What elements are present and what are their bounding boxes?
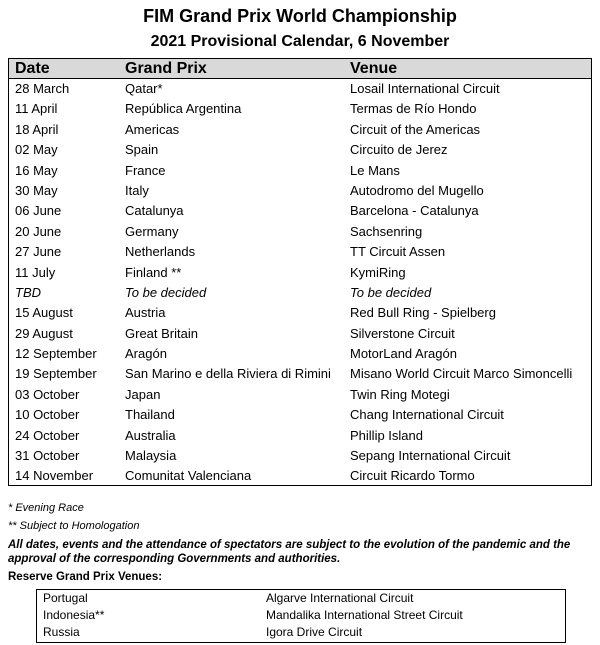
header-date: Date bbox=[15, 60, 50, 77]
page-subtitle: 2021 Provisional Calendar, 6 November bbox=[150, 33, 450, 50]
row-venue: Le Mans bbox=[350, 162, 400, 178]
reserve-venue: Mandalika International Street Circuit bbox=[266, 608, 463, 622]
row-date: 18 April bbox=[15, 121, 59, 137]
note-evening-race: * Evening Race bbox=[8, 502, 84, 514]
reserve-row bbox=[37, 624, 565, 641]
row-grand-prix: France bbox=[125, 162, 166, 178]
row-grand-prix: Aragón bbox=[125, 346, 167, 362]
row-grand-prix: República Argentina bbox=[125, 101, 242, 117]
row-date: 19 September bbox=[15, 366, 97, 382]
row-venue: Circuit of the Americas bbox=[350, 121, 481, 137]
row-date: 15 August bbox=[15, 305, 73, 321]
row-venue: Red Bull Ring - Spielberg bbox=[350, 305, 496, 321]
row-date: TBD bbox=[15, 284, 41, 300]
table-row bbox=[9, 364, 591, 384]
header-grand-prix: Grand Prix bbox=[125, 60, 207, 77]
row-grand-prix: San Marino e della Riviera di Rimini bbox=[125, 366, 331, 382]
row-grand-prix: Catalunya bbox=[125, 203, 184, 219]
row-date: 20 June bbox=[15, 223, 62, 239]
row-venue: Sepang International Circuit bbox=[350, 448, 511, 464]
table-row bbox=[9, 140, 591, 160]
table-row bbox=[9, 466, 591, 486]
reserve-country: Russia bbox=[43, 625, 80, 639]
row-date: 14 November bbox=[15, 468, 94, 484]
reserve-country: Indonesia** bbox=[43, 608, 105, 622]
row-venue: Silverstone Circuit bbox=[350, 325, 455, 341]
reserve-venue: Igora Drive Circuit bbox=[266, 625, 363, 639]
row-venue: Twin Ring Motegi bbox=[350, 386, 450, 402]
table-row bbox=[9, 385, 591, 405]
table-row bbox=[9, 405, 591, 425]
row-date: 10 October bbox=[15, 407, 80, 423]
row-grand-prix: Japan bbox=[125, 386, 161, 402]
table-row bbox=[9, 201, 591, 221]
table-row bbox=[9, 120, 591, 140]
row-venue: Circuit Ricardo Tormo bbox=[350, 468, 475, 484]
row-grand-prix: Netherlands bbox=[125, 244, 196, 260]
row-grand-prix: Americas bbox=[125, 121, 180, 137]
row-date: 02 May bbox=[15, 142, 58, 158]
row-grand-prix: Spain bbox=[125, 142, 159, 158]
table-row bbox=[9, 283, 591, 303]
table-row bbox=[9, 99, 591, 119]
row-venue: Losail International Circuit bbox=[350, 81, 500, 96]
row-grand-prix: Malaysia bbox=[125, 448, 177, 464]
row-venue: TT Circuit Assen bbox=[350, 244, 446, 260]
row-date: 11 April bbox=[15, 101, 58, 117]
row-grand-prix: Australia bbox=[125, 427, 176, 443]
row-venue: Barcelona - Catalunya bbox=[350, 203, 479, 219]
reserve-venue: Algarve International Circuit bbox=[266, 591, 414, 605]
table-row bbox=[9, 426, 591, 446]
row-venue: Autodromo del Mugello bbox=[350, 182, 484, 198]
table-body bbox=[9, 79, 591, 487]
row-venue: Misano World Circuit Marco Simoncelli bbox=[350, 366, 573, 382]
calendar-table bbox=[8, 58, 592, 486]
table-row bbox=[9, 446, 591, 466]
reserve-table bbox=[36, 589, 566, 643]
table-row bbox=[9, 344, 591, 364]
reserve-row bbox=[37, 607, 565, 624]
reserve-title: Reserve Grand Prix Venues: bbox=[8, 571, 163, 583]
table-row bbox=[9, 222, 591, 242]
row-grand-prix: Austria bbox=[125, 305, 166, 321]
row-date: 27 June bbox=[15, 244, 62, 260]
row-venue: KymiRing bbox=[350, 264, 406, 280]
row-grand-prix: To be decided bbox=[125, 284, 207, 300]
table-row bbox=[9, 324, 591, 344]
table-row bbox=[9, 161, 591, 181]
row-grand-prix: Italy bbox=[125, 182, 149, 198]
row-date: 30 May bbox=[15, 182, 58, 198]
reserve-country: Portugal bbox=[43, 591, 88, 605]
table-row bbox=[9, 263, 591, 283]
row-date: 28 March bbox=[15, 81, 70, 96]
row-grand-prix: Qatar* bbox=[125, 81, 163, 96]
page-title: FIM Grand Prix World Championship bbox=[143, 6, 457, 26]
row-venue: Phillip Island bbox=[350, 427, 423, 443]
row-grand-prix: Thailand bbox=[125, 407, 175, 423]
row-venue: MotorLand Aragón bbox=[350, 346, 457, 362]
note-homologation: ** Subject to Homologation bbox=[8, 520, 140, 532]
row-date: 29 August bbox=[15, 325, 73, 341]
row-date: 31 October bbox=[15, 448, 80, 464]
row-venue: Sachsenring bbox=[350, 223, 423, 239]
table-row bbox=[9, 303, 591, 323]
disclaimer: All dates, events and the attendance of spectators are subject to the evolution of the pandemic and the approval of the corresponding Governments and authorities. bbox=[8, 539, 571, 565]
row-date: 16 May bbox=[15, 162, 58, 178]
row-date: 11 July bbox=[15, 264, 56, 280]
row-grand-prix: Comunitat Valenciana bbox=[125, 468, 252, 484]
row-date: 06 June bbox=[15, 203, 62, 219]
row-venue: Chang International Circuit bbox=[350, 407, 504, 423]
table-row bbox=[9, 181, 591, 201]
table-header bbox=[9, 59, 591, 79]
reserve-row bbox=[37, 590, 565, 607]
row-venue: Termas de Río Hondo bbox=[350, 101, 477, 117]
table-row bbox=[9, 79, 591, 99]
table-row bbox=[9, 242, 591, 262]
row-venue: To be decided bbox=[350, 284, 432, 300]
row-grand-prix: Great Britain bbox=[125, 325, 198, 341]
row-grand-prix: Finland ** bbox=[125, 264, 182, 280]
row-date: 12 September bbox=[15, 346, 97, 362]
header-venue: Venue bbox=[350, 60, 398, 77]
row-grand-prix: Germany bbox=[125, 223, 179, 239]
row-date: 03 October bbox=[15, 386, 80, 402]
row-venue: Circuito de Jerez bbox=[350, 142, 448, 158]
row-date: 24 October bbox=[15, 427, 80, 443]
